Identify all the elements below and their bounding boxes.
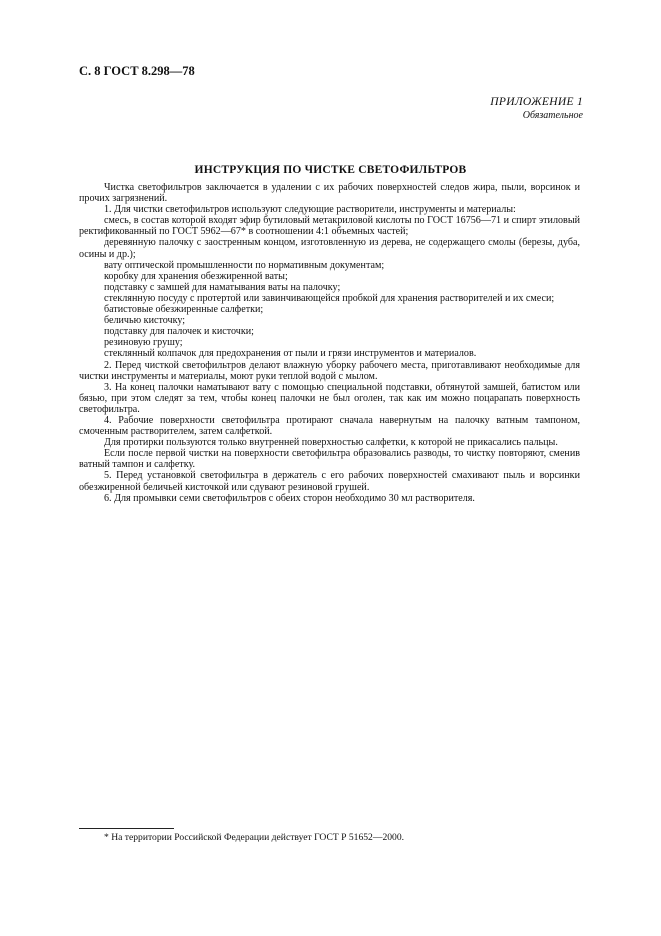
paragraph: Для протирки пользуются только внутренней поверхностью салфетки, к которой не прикасались пальцы. [104,437,558,449]
paragraph: стеклянный колпачок для предохранения от пыли и грязи инструментов и материалов. [104,348,477,360]
paragraph: подставку с замшей для наматывания ваты на палочку; [104,281,341,293]
instruction-body [79,182,580,504]
appendix-status: Обязательное [522,110,583,121]
appendix-number: ПРИЛОЖЕНИЕ 1 [490,96,583,108]
paragraph: 1. Для чистки светофильтров используют следующие растворители, инструменты и материалы: [104,204,516,216]
paragraph: 2. Перед чисткой светофильтров делают влажную уборку рабочего места, приготавливают необходимые для чистки инструменты и материалы, моют руки теплой водой с мылом. [79,359,580,382]
appendix-label [490,96,583,122]
paragraph: 3. На конец палочки наматывают вату с помощью специальной подставки, обтянутой замшей, батистом или бязью, при этом следят за тем, чтобы конец палочки не был оголен, так как им можно поцарапать поверхность светофильтра. [79,381,580,415]
page-header: С. 8 ГОСТ 8.298—78 [79,64,195,78]
paragraph: беличью кисточку; [104,315,186,327]
paragraph: Если после первой чистки на поверхности светофильтра образовались разводы, то чистку повторяют, сменив ватный тампон и салфетку. [79,448,580,471]
paragraph: Чистка светофильтров заключается в удалении с их рабочих поверхностей следов жира, пыли, ворсинок и прочих загрязнений. [79,182,580,205]
paragraph: смесь, в состав которой входят эфир бутиловый метакриловой кислоты по ГОСТ 16756—71 и спирт этиловый ректификованный по ГОСТ 5962—67* в соотношении 4:1 объемных частей; [79,215,580,238]
paragraph: 5. Перед установкой светофильтра в держатель с его рабочих поверхностей смахивают пыль и ворсинки обезжиренной беличьей кисточкой или сдувают резиновой грушей. [79,470,580,493]
footnote: * На территории Российской Федерации действует ГОСТ Р 51652—2000. [104,832,405,843]
paragraph: подставку для палочек и кисточки; [104,326,254,338]
paragraph: 4. Рабочие поверхности светофильтра протирают сначала навернутым на палочку ватным тампоном, смоченным растворителем, затем салфеткой. [79,414,580,438]
paragraph: деревянную палочку с заостренным концом, изготовленную из дерева, не содержащего смолы (березы, дуба, осины и др.); [79,237,580,260]
paragraph: стеклянную посуду с протертой или завинчивающейся пробкой для хранения растворителей и их смеси; [104,292,555,304]
paragraph: батистовые обезжиренные салфетки; [104,304,264,316]
paragraph: резиновую грушу; [104,337,183,349]
paragraph: 6. Для промывки семи светофильтров с обеих сторон необходимо 30 мл растворителя. [104,492,475,504]
paragraph: коробку для хранения обезжиренной ваты; [104,270,288,282]
footnote-divider [79,828,174,829]
document-title: ИНСТРУКЦИЯ ПО ЧИСТКЕ СВЕТОФИЛЬТРОВ [194,164,467,176]
paragraph: вату оптической промышленности по нормативным документам; [104,259,385,271]
